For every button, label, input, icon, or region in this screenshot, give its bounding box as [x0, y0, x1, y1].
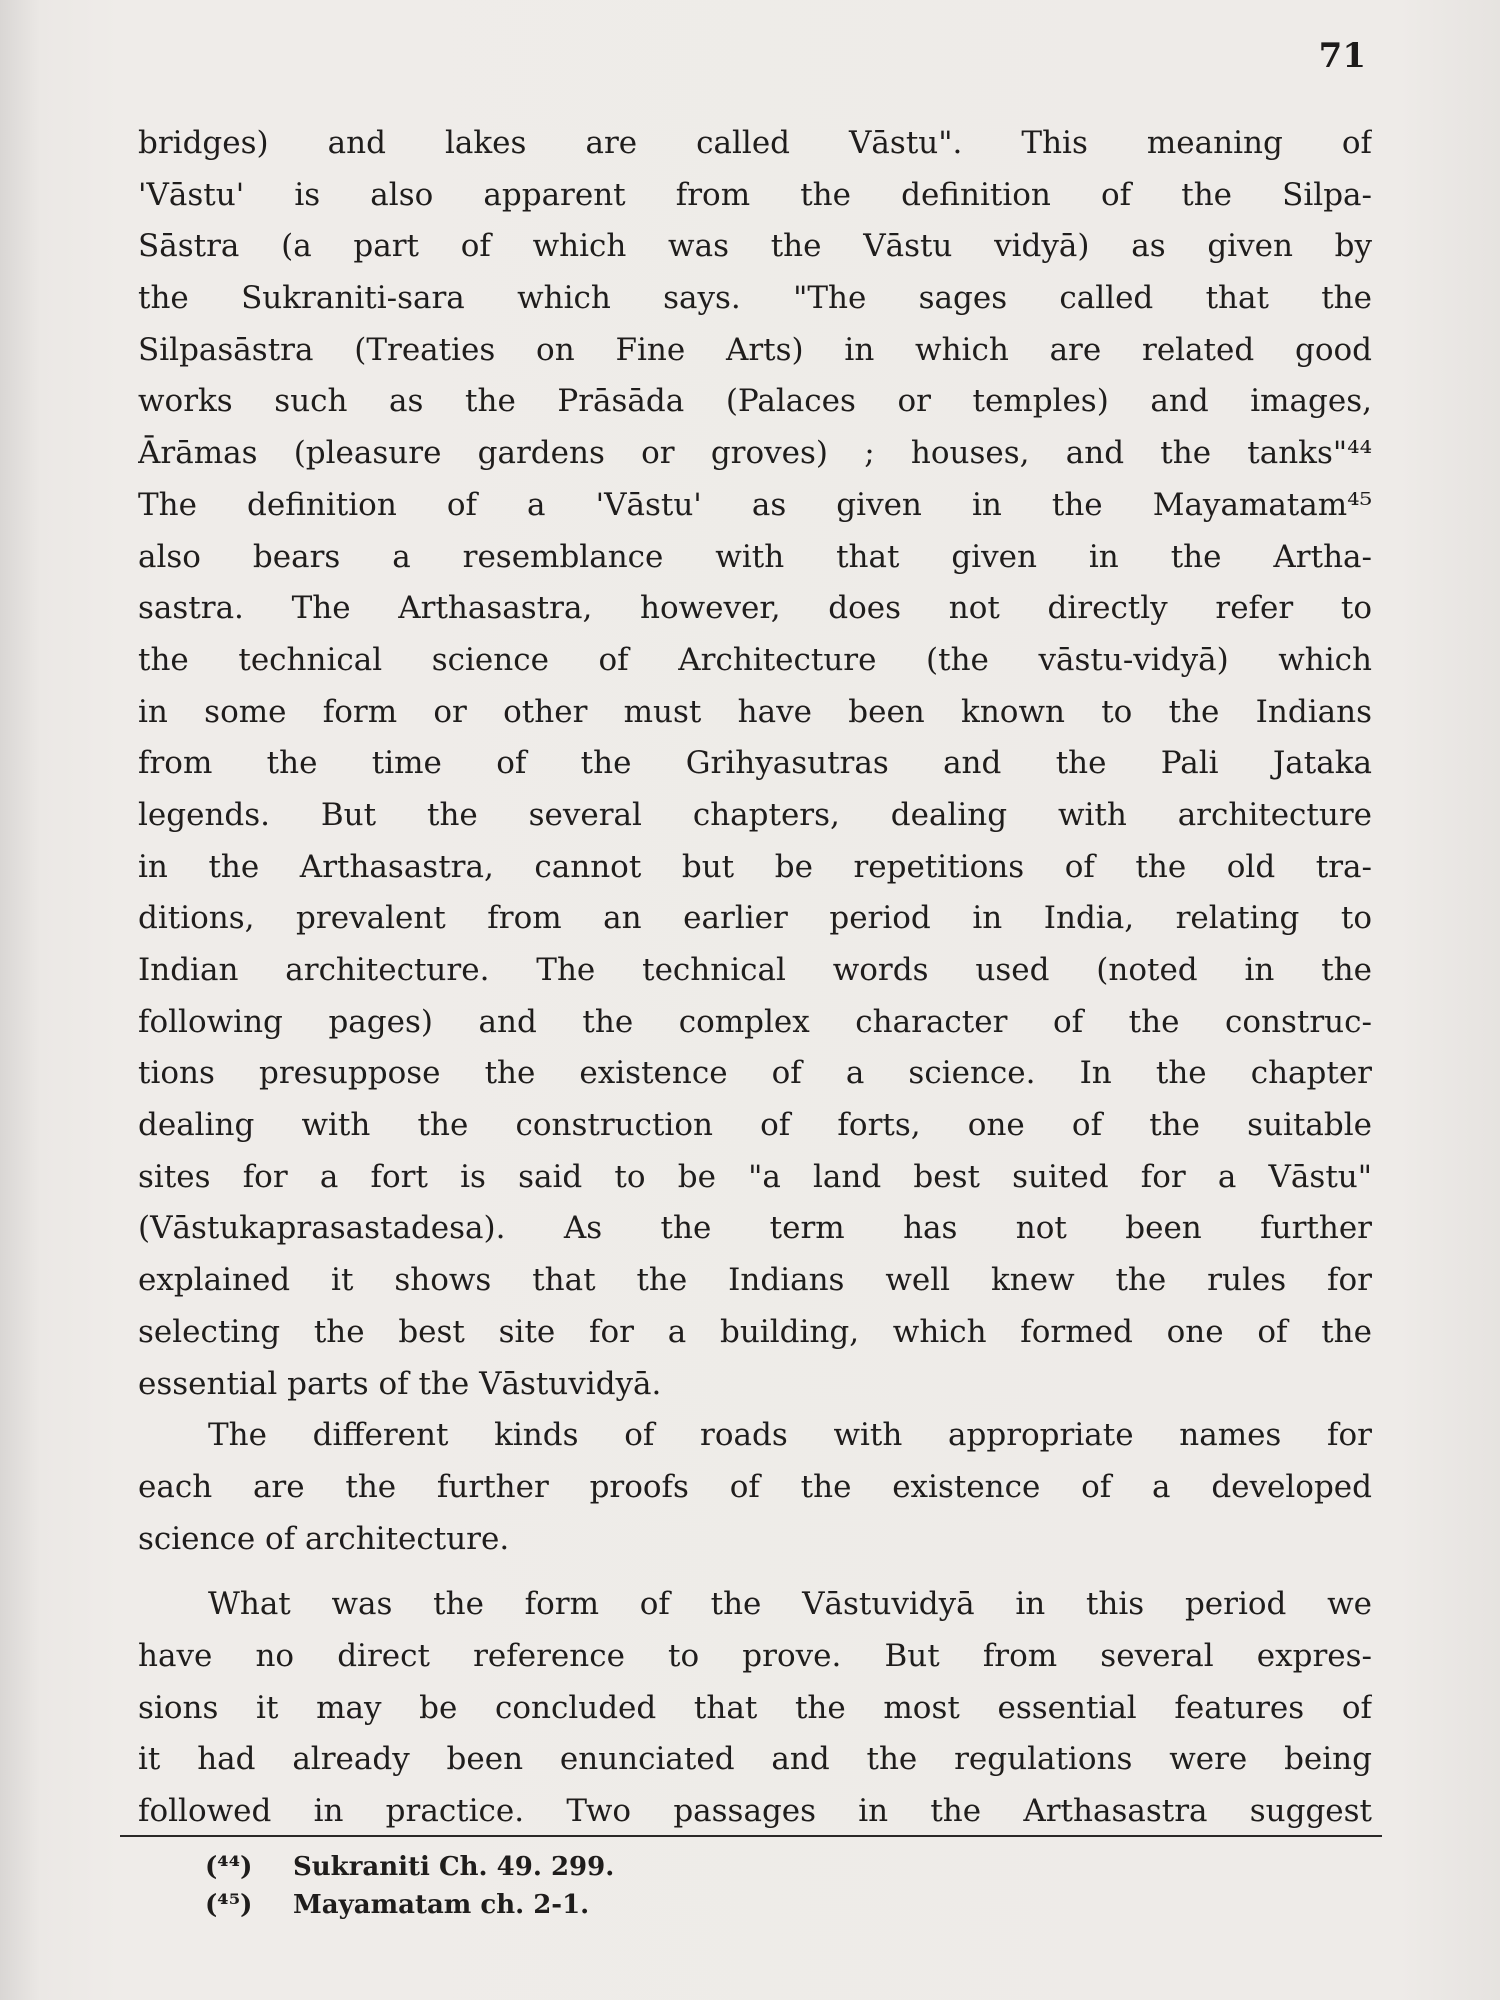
footnote-divider — [120, 1835, 1382, 1837]
footnote-text: Mayamatam ch. 2-1. — [293, 1890, 590, 1920]
text-line: the Sukraniti-sara which says. "The sages called that the — [138, 280, 1372, 317]
footnote-text: Sukraniti Ch. 49. 299. — [293, 1852, 615, 1882]
text-line: have no direct reference to prove. But from several expres- — [138, 1637, 1372, 1674]
text-line: in some form or other must have been known to the Indians — [138, 693, 1372, 730]
text-line: sastra. The Arthasastra, however, does not directly refer to — [138, 590, 1372, 627]
footnote-mark: (⁴⁵) — [205, 1890, 253, 1920]
paragraph — [138, 1410, 1372, 1565]
text-line: essential parts of the Vāstuvidyā. — [138, 1365, 662, 1402]
text-line: Indian architecture. The technical words used (noted in the — [138, 952, 1372, 988]
text-line: Sāstra (a part of which was the Vāstu vidyā) as given by — [138, 228, 1372, 265]
body-text — [138, 118, 1372, 1838]
text-line: science of architecture. — [138, 1520, 510, 1557]
text-line: sions it may be concluded that the most essential features of — [138, 1689, 1372, 1726]
text-line: 'Vāstu' is also apparent from the definition of the Silpa- — [138, 176, 1372, 213]
text-line: The definition of a 'Vāstu' as given in the Mayamatam⁴⁵ — [138, 486, 1372, 523]
text-line: each are the further proofs of the existence of a developed — [138, 1468, 1372, 1505]
footnote — [205, 1848, 614, 1886]
text-line: bridges) and lakes are called Vāstu". This meaning of — [138, 125, 1372, 161]
text-line: works such as the Prāsāda (Palaces or temples) and images, — [138, 383, 1372, 420]
text-line: it had already been enunciated and the regulations were being — [138, 1741, 1372, 1778]
text-line: dealing with the construction of forts, one of the suitable — [138, 1107, 1372, 1144]
text-line: legends. But the several chapters, dealing with architecture — [138, 796, 1372, 833]
paragraph — [138, 118, 1372, 1410]
footnote-mark: (⁴⁴) — [205, 1852, 253, 1882]
text-line: What was the form of the Vāstuvidyā in this period we — [208, 1586, 1372, 1623]
footnote — [205, 1886, 614, 1924]
text-line: ditions, prevalent from an earlier period in India, relating to — [138, 900, 1372, 937]
paragraph-spacer — [138, 1565, 1372, 1579]
text-line: following pages) and the complex character of the construc- — [138, 1003, 1372, 1040]
text-line: in the Arthasastra, cannot but be repetitions of the old tra- — [138, 848, 1372, 885]
text-line: The different kinds of roads with appropriate names for — [208, 1417, 1372, 1454]
text-line: sites for a fort is said to be "a land best suited for a Vāstu" — [138, 1158, 1372, 1195]
text-line: (Vāstukaprasastadesa). As the term has not been further — [138, 1210, 1372, 1247]
text-line: tions presuppose the existence of a science. In the chapter — [138, 1055, 1372, 1092]
text-line: the technical science of Architecture (the vāstu-vidyā) which — [138, 641, 1372, 678]
text-line: Silpasāstra (Treaties on Fine Arts) in which are related good — [138, 331, 1372, 368]
text-line: explained it shows that the Indians well knew the rules for — [138, 1262, 1372, 1299]
text-line: also bears a resemblance with that given in the Artha- — [138, 538, 1372, 575]
footnotes — [205, 1848, 614, 1924]
page-number: 71 — [1318, 36, 1366, 76]
text-line: from the time of the Grihyasutras and the Pali Jataka — [138, 745, 1372, 782]
paragraph — [138, 1579, 1372, 1837]
text-line: Ārāmas (pleasure gardens or groves) ; houses, and the tanks"⁴⁴ — [138, 435, 1372, 472]
text-line: followed in practice. Two passages in the Arthasastra suggest — [138, 1793, 1372, 1829]
text-line: selecting the best site for a building, which formed one of the — [138, 1313, 1372, 1350]
